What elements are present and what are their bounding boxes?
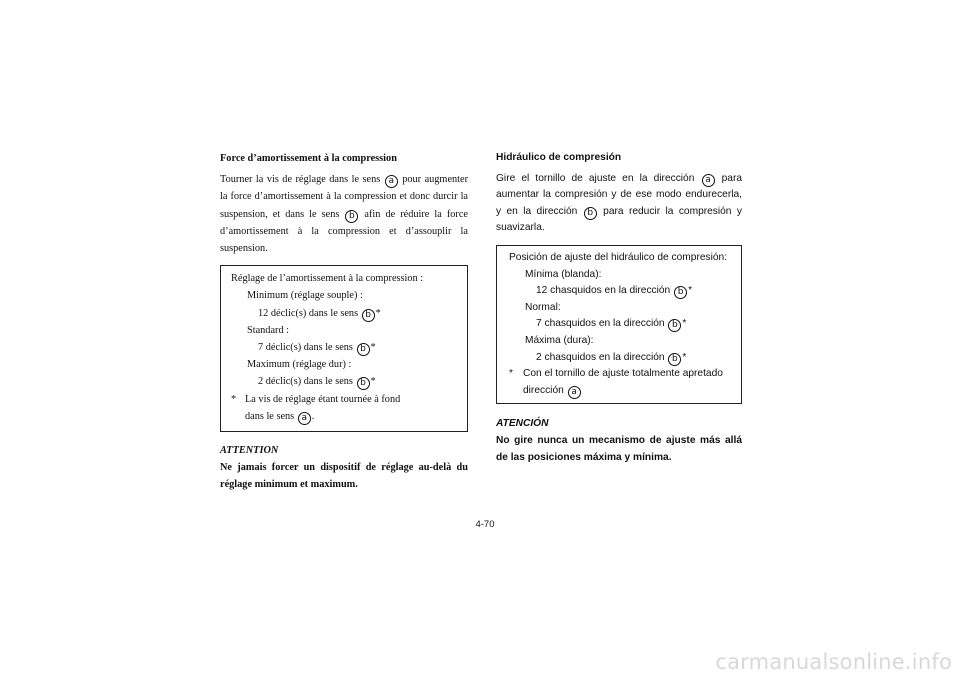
french-std-label: Standard : [247,324,290,336]
circled-b-icon: b [674,286,687,299]
french-box-title: Réglage de l’amortissement à la compression : [231,273,424,285]
french-warning-body: Ne jamais forcer un dispositif de réglage au-delà du réglage minimum et maximum. [220,462,468,491]
spanish-footnote-line-1: Con el tornillo de ajuste totalmente apretado [523,368,723,380]
asterisk: * [375,307,381,319]
french-min-value: 12 déclic(s) dans le sens [258,307,359,319]
circled-b-icon: b [362,309,375,322]
spanish-settings-box [496,245,742,404]
circled-a-icon: a [298,412,311,425]
spanish-para-part-3: para reducir la compresión y suavizarla. [496,205,742,234]
spanish-para-part-1: Gire el tornillo de ajuste en la dirección [496,172,695,184]
circled-b-icon: b [668,319,681,332]
french-column [220,150,468,494]
spanish-max-label: Máxima (dura): [525,334,594,346]
french-max-label: Maximum (réglage dur) : [247,359,352,371]
period: . [311,410,315,422]
circled-b-icon: b [584,207,597,220]
asterisk: * [682,318,687,330]
watermark: carmanualsonline.info [715,650,952,674]
circled-b-icon: b [668,353,681,366]
french-para-part-1: Tourner la vis de réglage dans le sens [220,174,381,186]
spanish-footnote-line-2: dirección [523,384,564,396]
spanish-max-value: 2 chasquidos en la dirección [536,351,665,363]
spanish-normal-value: 7 chasquidos en la dirección [536,318,665,330]
asterisk: * [370,376,376,388]
spanish-box-title: Posición de ajuste del hidráulico de compresión: [509,251,728,263]
spanish-column [496,150,742,466]
circled-b-icon: b [345,210,358,223]
french-paragraph [220,171,468,257]
spanish-min-value: 12 chasquidos en la dirección [536,285,671,297]
page-number: 4-70 [475,519,495,530]
circled-a-icon: a [702,174,715,187]
asterisk: * [682,351,687,363]
spanish-warning-title: ATENCIÓN [496,418,549,430]
french-para-part-2: pour augmenter la force d’amortissement à la compression et donc durcir la suspension, et dans le sens [220,174,469,220]
asterisk: * [688,285,693,297]
french-warning-title: ATTENTION [220,445,279,457]
spanish-min-value-row [509,283,733,300]
french-std-value: 7 déclic(s) dans le sens [258,342,353,354]
spanish-paragraph [496,171,742,237]
french-max-value-row [231,373,459,390]
french-min-value-row [231,305,459,322]
french-para-part-3: afin de réduire la force d’amortissement à la compression et d’assouplir la suspension. [220,208,468,255]
footnote-marker: * [509,368,513,380]
french-footnote [231,391,459,425]
spanish-normal-value-row [509,316,733,333]
circled-a-icon: a [568,386,581,399]
spanish-warning-body: No gire nunca un mecanismo de ajuste más allá de las posiciones máxima y mínima. [496,434,742,463]
french-heading: Force d’amortissement à la compression [220,153,397,164]
french-footnote-line-2: dans le sens [245,410,295,422]
french-min-label: Minimum (réglage souple) : [247,290,363,302]
spanish-normal-label: Normal: [525,301,561,313]
french-max-value: 2 déclic(s) dans le sens [258,376,353,388]
footnote-marker: * [231,393,237,405]
spanish-max-value-row [509,350,733,367]
spanish-footnote-text [523,366,733,399]
asterisk: * [370,342,376,354]
circled-a-icon: a [385,175,398,188]
spanish-heading: Hidráulico de compresión [496,152,622,163]
french-footnote-line-1: La vis de réglage étant tournée à fond [245,393,401,405]
spanish-min-label: Mínima (blanda): [525,268,602,280]
circled-b-icon: b [357,377,370,390]
spanish-para-part-2: para aumentar la compresión y de ese modo endurecerla, y en la dirección [496,172,743,217]
circled-b-icon: b [357,343,370,356]
spanish-footnote [509,366,733,399]
french-settings-box [220,265,468,432]
french-std-value-row [231,339,459,356]
french-footnote-text [245,391,459,425]
